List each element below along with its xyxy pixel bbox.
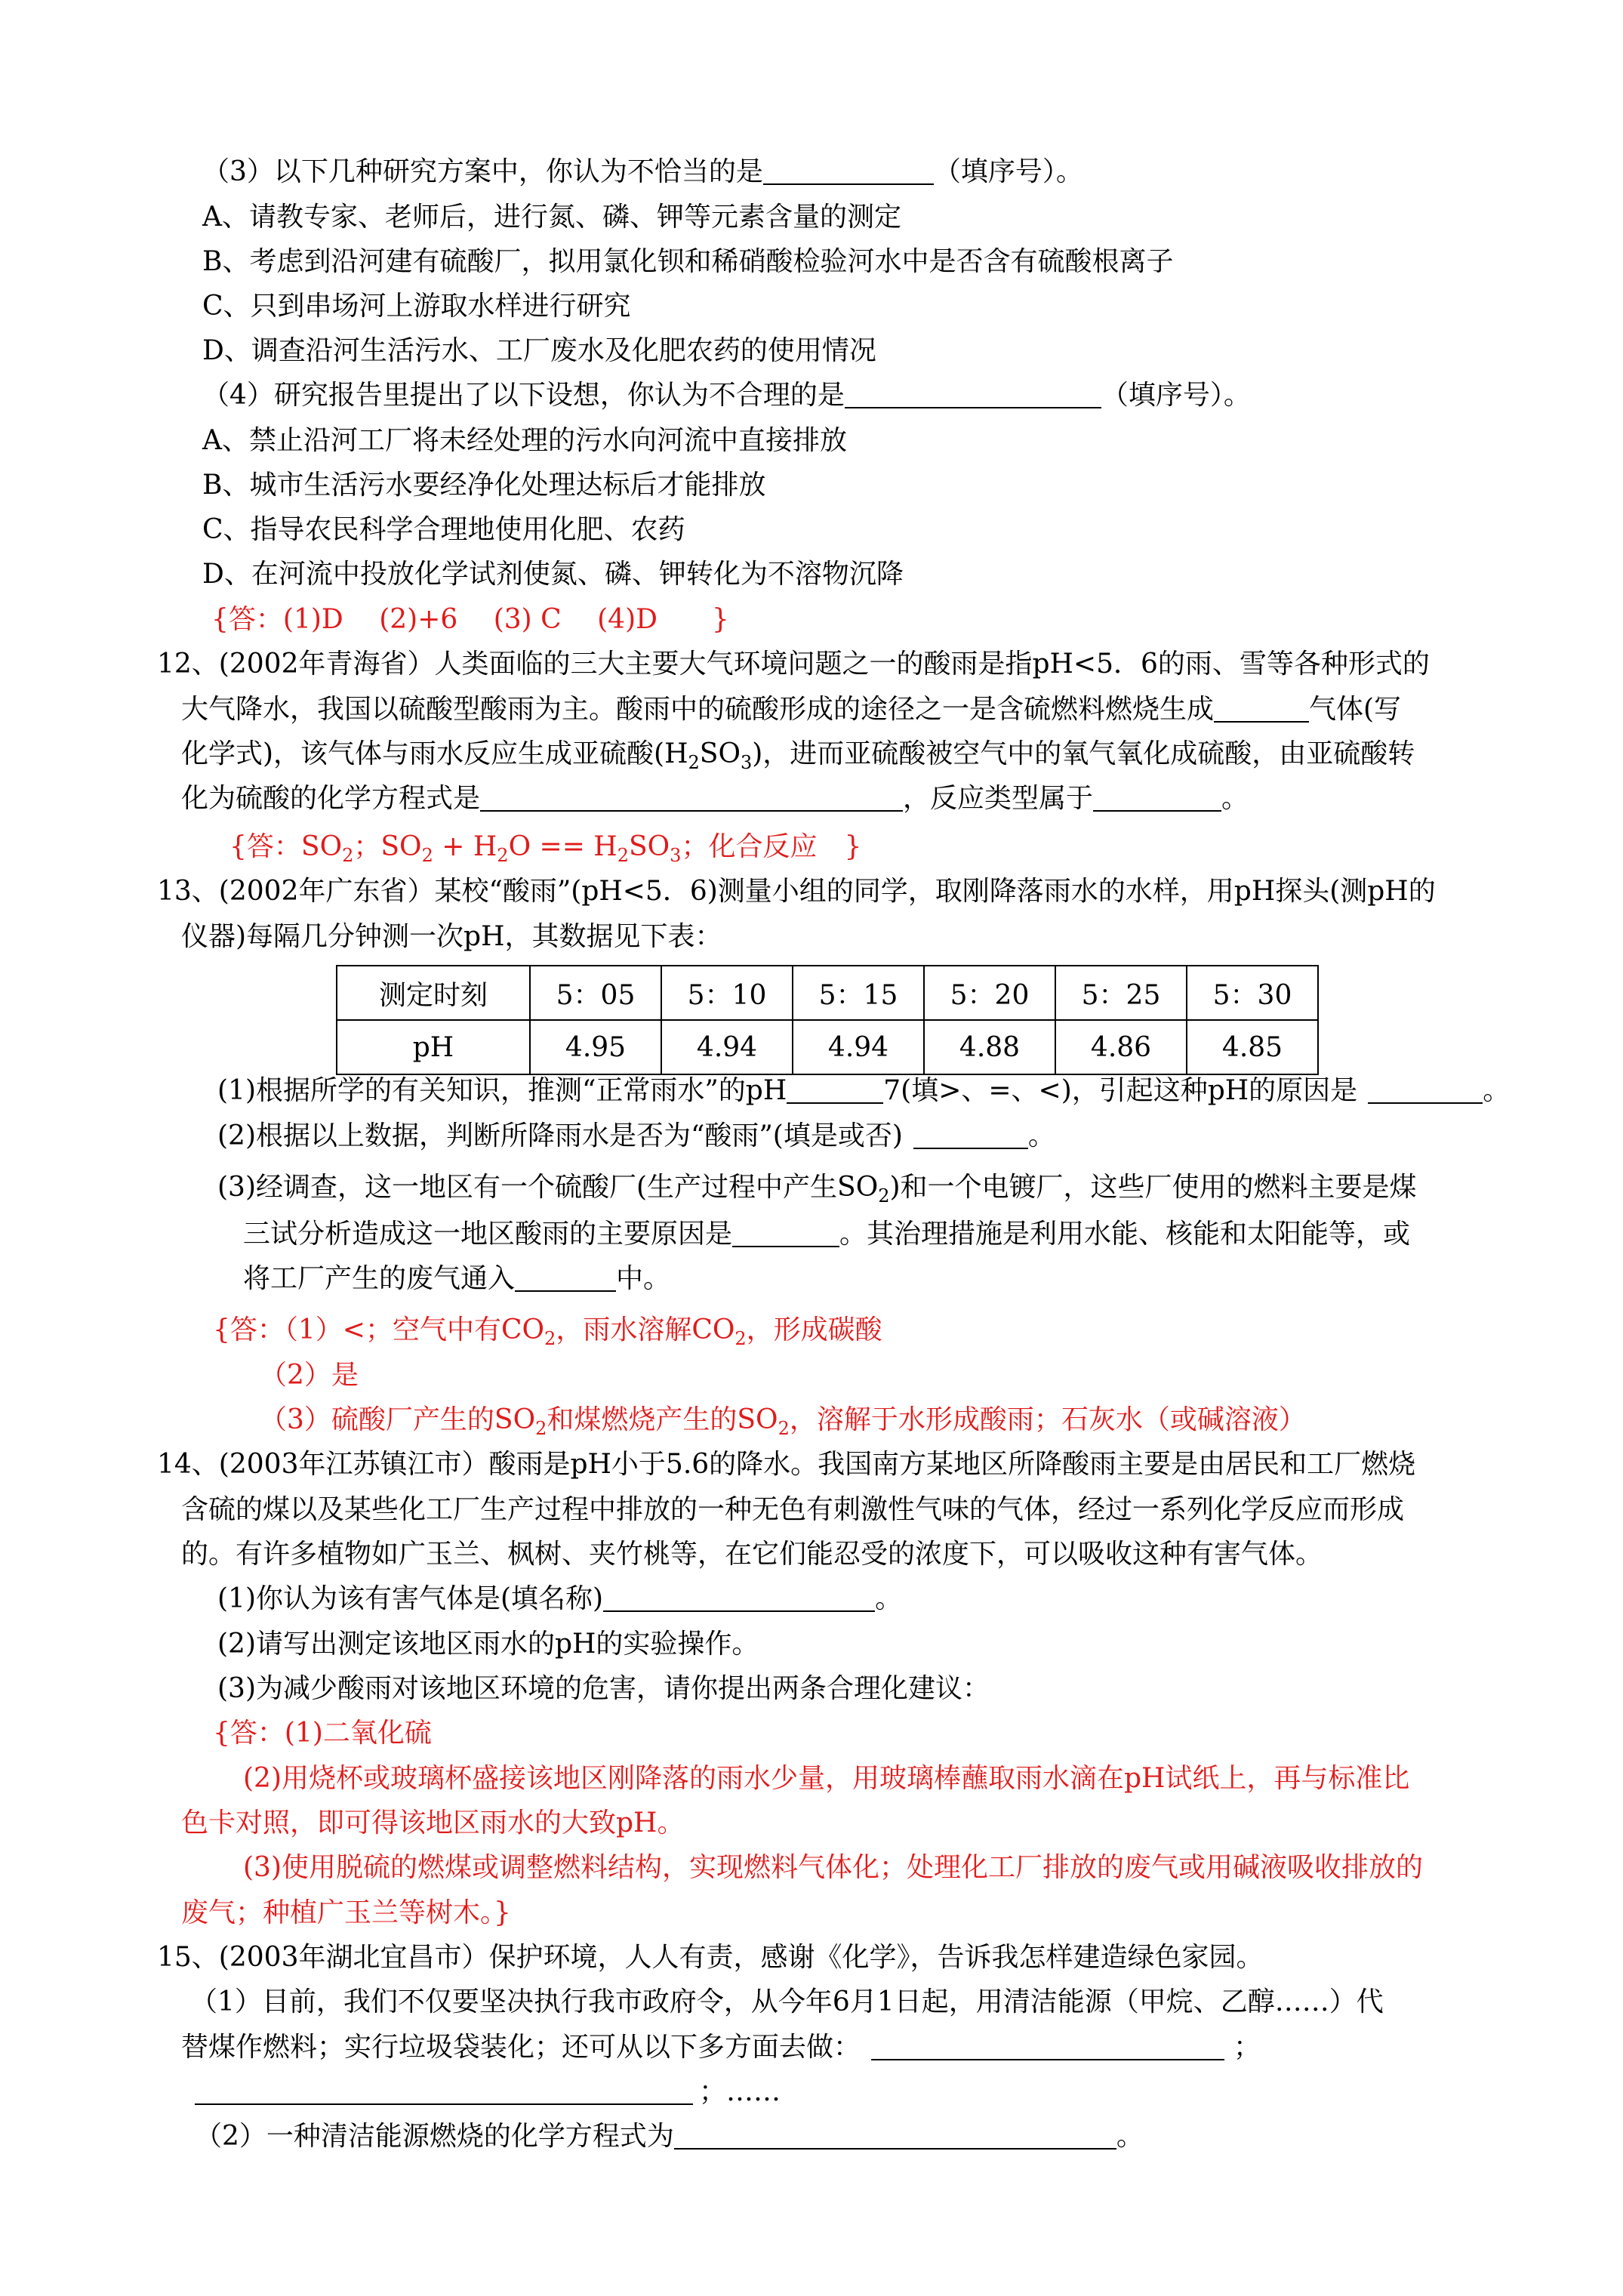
- q13-sub2-text: 。: [1027, 1120, 1055, 1151]
- q13-cause-blank[interactable]: [732, 1219, 839, 1247]
- time-cell: 5：15: [793, 966, 924, 1020]
- time-cell: 5：20: [924, 966, 1055, 1020]
- q12-reaction-type-blank[interactable]: [1093, 783, 1221, 812]
- q11-part4-option-d: D、在河流中投放化学试剂使氮、磷、钾转化为不溶物沉降: [202, 559, 904, 590]
- q15-sub2: [195, 2120, 1144, 2153]
- q15-sub1-text: ；: [1233, 2032, 1261, 2063]
- answer-text: O == H: [508, 831, 617, 862]
- q12-line-3-text: SO: [699, 738, 741, 769]
- q13-answer-1: [213, 1314, 882, 1347]
- q12-equation-blank[interactable]: [480, 783, 903, 812]
- answer-text: ，形成碳酸: [746, 1314, 882, 1345]
- q13-line-2: 仪器)每隔几分钟测一次pH，其数据见下表：: [181, 921, 722, 952]
- ph-value-cell: 4.86: [1055, 1020, 1187, 1074]
- time-cell: 5：30: [1187, 966, 1318, 1020]
- subscript: 2: [421, 845, 433, 866]
- q11-part4-prompt: （4）研究报告里提出了以下设想，你认为不合理的是: [202, 380, 845, 411]
- q12-gas-blank[interactable]: [1214, 694, 1309, 723]
- q15-sub1-line-1: （1）目前，我们不仅要坚决执行我市政府令，从今年6月1日起，用清洁能源（甲烷、乙醇……）代: [190, 1986, 1384, 2017]
- q15-sub1-line-3: [195, 2076, 781, 2109]
- q11-part3-line: [202, 156, 1083, 189]
- q12-line-3-text: )，进而亚硫酸被空气中的氧气氧化成硫酸，由亚硫酸转: [752, 738, 1415, 769]
- subscript: 2: [617, 845, 629, 866]
- q13-sub3-text: (3)经调查，这一地区有一个硫酸厂(生产过程中产生SO: [217, 1172, 879, 1203]
- ph-data-table: [336, 965, 1319, 1075]
- q15-sub2-text: 。: [1116, 2121, 1144, 2152]
- q13-sub1-text: (1)根据所学的有关知识，推测“正常雨水”的pH: [217, 1075, 787, 1106]
- table-header-cell: 测定时刻: [337, 966, 530, 1020]
- q14-sub3: (3)为减少酸雨对该地区环境的危害，请你提出两条合理化建议：: [217, 1673, 990, 1704]
- q14-sub1-text: (1)你认为该有害气体是(填名称): [217, 1583, 604, 1614]
- answer-text: ；化合反应 }: [681, 831, 862, 862]
- q13-answer-2: （2）是: [260, 1360, 359, 1391]
- q15-suggestion-blank-2[interactable]: [195, 2076, 693, 2105]
- subscript: 3: [670, 845, 682, 866]
- q11-part3-prompt: （3）以下几种研究方案中，你认为不恰当的是: [202, 156, 763, 187]
- q11-part4-option-b: B、城市生活污水要经净化处理达标后才能排放: [202, 470, 766, 501]
- q14-sub1-text: 。: [875, 1583, 903, 1614]
- q13-sub1-text: 。: [1483, 1075, 1511, 1106]
- q14-answer-3-line-2: 废气；种植广玉兰等树木。}: [181, 1897, 511, 1928]
- q13-sub3-line-1: [217, 1171, 1417, 1207]
- q13-sub3-text: 将工厂产生的废气通入: [243, 1263, 516, 1294]
- subscript: 2: [735, 1328, 747, 1349]
- q14-answer-1: {答：(1)二氧化硫: [213, 1718, 432, 1749]
- q13-sub3-line-2: [243, 1218, 1410, 1251]
- q14-sub2: (2)请写出测定该地区雨水的pH的实验操作。: [217, 1629, 759, 1660]
- q13-line-1: 13、(2002年广东省）某校“酸雨”(pH<5．6)测量小组的同学，取刚降落雨水的水样，用pH探头(测pH的: [157, 876, 1436, 907]
- answer-text: {答：SO: [229, 831, 343, 862]
- q13-absorb-blank[interactable]: [515, 1263, 616, 1292]
- q13-answer-3: [260, 1404, 1306, 1437]
- q13-sub2: [217, 1120, 1055, 1153]
- q11-part4-suffix: （填序号）。: [1101, 380, 1251, 411]
- q13-ph-compare-blank[interactable]: [787, 1075, 883, 1104]
- q12-line-4-text: ，反应类型属于: [903, 783, 1094, 814]
- subscript: 2: [342, 845, 354, 866]
- q14-line-3: 的。有许多植物如广玉兰、枫树、夹竹桃等，在它们能忍受的浓度下，可以吸收这种有害气体。: [181, 1539, 1323, 1570]
- answer-text: （3）硫酸厂产生的SO: [260, 1404, 536, 1435]
- q11-part3-option-c: C、只到串场河上游取水样进行研究: [202, 291, 631, 322]
- q13-sub3-text: 三试分析造成这一地区酸雨的主要原因是: [243, 1219, 733, 1250]
- q12-line-2-tail: 气体(写: [1309, 694, 1402, 725]
- q13-sub1-text: 7(填>、=、<)，引起这种pH的原因是: [883, 1075, 1358, 1106]
- q12-line-4-text: 化为硫酸的化学方程式是: [181, 783, 481, 814]
- q14-answer-2-line-2: 色卡对照，即可得该地区雨水的大致pH。: [181, 1808, 685, 1838]
- time-cell: 5：25: [1055, 966, 1187, 1020]
- q12-line-4: [181, 782, 1249, 815]
- ph-value-cell: 4.85: [1187, 1020, 1318, 1074]
- q13-sub3-text: 。其治理措施是利用水能、核能和太阳能等，或: [839, 1219, 1411, 1250]
- subscript: 2: [688, 752, 700, 773]
- q13-reason-blank[interactable]: [1368, 1075, 1483, 1104]
- q13-sub3-text: 中。: [616, 1263, 671, 1294]
- q15-line-1: 15、(2003年湖北宜昌市）保护环境，人人有责，感谢《化学》，告诉我怎样建造绿色家园。: [157, 1942, 1264, 1973]
- answer-text: ，溶解于水形成酸雨；石灰水（或碱溶液）: [789, 1404, 1306, 1435]
- ph-value-cell: 4.94: [793, 1020, 924, 1074]
- time-cell: 5：10: [661, 966, 793, 1020]
- q15-sub2-text: （2）一种清洁能源燃烧的化学方程式为: [195, 2121, 674, 2152]
- q12-line-2-text: 大气降水，我国以硫酸型酸雨为主。酸雨中的硫酸形成的途径之一是含硫燃料燃烧生成: [181, 694, 1215, 725]
- subscript: 2: [778, 1418, 790, 1439]
- table-row: [337, 966, 1318, 1020]
- q15-suggestion-blank-1[interactable]: [871, 2032, 1224, 2060]
- q11-part4-line: [202, 379, 1251, 412]
- q13-sub3-text: )和一个电镀厂，这些厂使用的燃料主要是煤: [889, 1172, 1417, 1203]
- q11-answer: {答：(1)D (2)+6 (3) C (4)D }: [211, 604, 729, 635]
- q12-line-1: 12、(2002年青海省）人类面临的三大主要大气环境问题之一的酸雨是指pH<5．6的雨、雪等各种形式的: [157, 649, 1430, 680]
- q15-equation-blank[interactable]: [674, 2121, 1116, 2150]
- table-row-label: pH: [337, 1020, 530, 1074]
- q12-answer: [229, 831, 861, 864]
- q11-part4-option-c: C、指导农民科学合理地使用化肥、农药: [202, 514, 685, 545]
- q12-line-4-text: 。: [1221, 783, 1249, 814]
- q11-part3-option-b: B、考虑到沿河建有硫酸厂，拟用氯化钡和稀硝酸检验河水中是否含有硫酸根离子: [202, 246, 1174, 277]
- ph-value-cell: 4.88: [924, 1020, 1055, 1074]
- q11-part3-option-a: A、请教专家、老师后，进行氮、磷、钾等元素含量的测定: [202, 202, 901, 233]
- q13-sub2-text: (2)根据以上数据，判断所降雨水是否为“酸雨”(填是或否): [217, 1120, 903, 1151]
- subscript: 2: [497, 845, 509, 866]
- answer-text: ，雨水溶解CO: [556, 1314, 735, 1345]
- q13-acid-rain-blank[interactable]: [913, 1120, 1028, 1149]
- q14-gas-name-blank[interactable]: [603, 1583, 875, 1612]
- ph-value-cell: 4.94: [661, 1020, 793, 1074]
- subscript: 2: [535, 1418, 547, 1439]
- q12-line-2: [181, 693, 1401, 726]
- q14-line-2: 含硫的煤以及某些化工厂生产过程中排放的一种无色有刺激性气味的气体，经过一系列化学反应而形成: [181, 1494, 1405, 1525]
- q13-sub1: [217, 1074, 1510, 1108]
- q15-sub1-text: 替煤作燃料；实行垃圾袋装化；还可从以下多方面去做：: [181, 2032, 861, 2063]
- ph-value-cell: 4.95: [530, 1020, 661, 1074]
- answer-text: SO: [628, 831, 670, 862]
- subscript: 3: [740, 752, 753, 773]
- q13-sub3-line-3: [243, 1262, 670, 1296]
- time-cell: 5：05: [530, 966, 661, 1020]
- subscript: 2: [878, 1185, 890, 1207]
- q15-sub1-text: ；……: [699, 2076, 781, 2107]
- q14-sub1: [217, 1583, 902, 1616]
- q12-line-3-text: 化学式)，该气体与雨水反应生成亚硫酸(H: [181, 738, 688, 769]
- table-row: [337, 1020, 1318, 1074]
- answer-text: ；SO: [353, 831, 422, 862]
- answer-text: 和煤燃烧产生的SO: [547, 1404, 778, 1435]
- q12-line-3: [181, 738, 1415, 771]
- answer-text: {答：（1）<；空气中有CO: [213, 1314, 545, 1345]
- q11-part3-suffix: （填序号）。: [933, 156, 1083, 187]
- q11-part4-option-a: A、禁止沿河工厂将未经处理的污水向河流中直接排放: [202, 425, 847, 456]
- q11-part4-blank[interactable]: [845, 380, 1101, 408]
- subscript: 2: [544, 1328, 556, 1349]
- answer-text: + H: [433, 831, 497, 862]
- q14-answer-2-line-1: (2)用烧杯或玻璃杯盛接该地区刚降落的雨水少量，用玻璃棒蘸取雨水滴在pH试纸上，再与标准比: [243, 1763, 1410, 1794]
- q14-line-1: 14、(2003年江苏镇江市）酸雨是pH小于5.6的降水。我国南方某地区所降酸雨主要是由居民和工厂燃烧: [157, 1449, 1416, 1480]
- q14-answer-3-line-1: (3)使用脱硫的燃煤或调整燃料结构，实现燃料气体化；处理化工厂排放的废气或用碱液吸收排放的: [243, 1852, 1423, 1883]
- q15-sub1-line-2: [181, 2031, 1261, 2064]
- q11-part3-option-d: D、调查沿河生活污水、工厂废水及化肥农药的使用情况: [202, 335, 876, 366]
- q11-part3-blank[interactable]: [763, 156, 934, 185]
